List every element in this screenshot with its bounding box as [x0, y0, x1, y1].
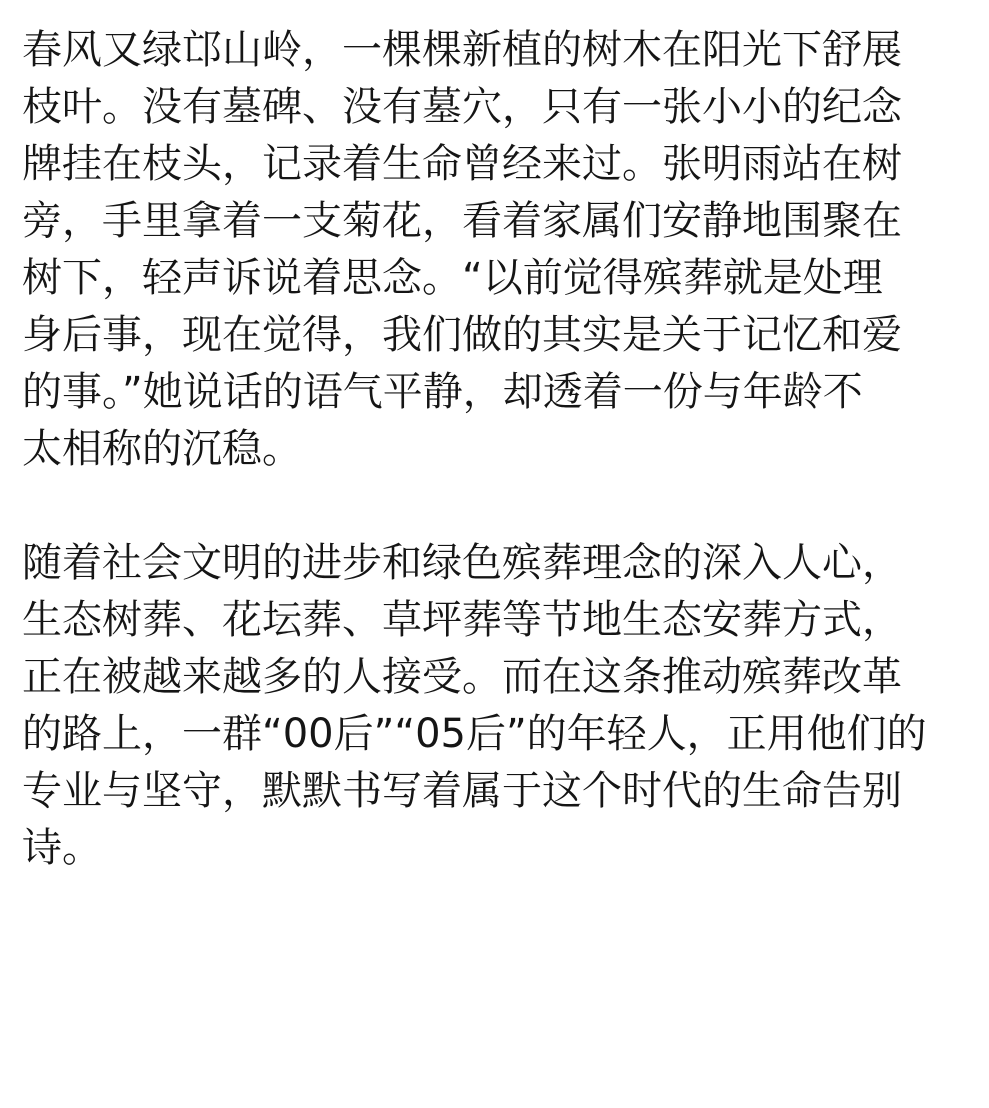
text-line: 身后事，现在觉得，我们做的其实是关于记忆和爱: [22, 312, 902, 358]
text-line: 枝叶。没有墓碑、没有墓穴，只有一张小小的纪念: [22, 84, 902, 130]
text-line: 诗。: [22, 825, 102, 871]
text-line: 正在被越来越多的人接受。而在这条推动殡葬改革: [22, 654, 902, 700]
text-line: 的路上，一群“00后”“05后”的年轻人，正用他们的: [22, 711, 927, 757]
paragraph-gap: [22, 478, 970, 535]
text-line: 春风又绿邙山岭，一棵棵新植的树木在阳光下舒展: [22, 27, 902, 73]
text-line: 的事。”她说话的语气平静，却透着一份与年龄不: [22, 369, 863, 415]
text-line: 牌挂在枝头，记录着生命曾经来过。张明雨站在树: [22, 141, 902, 187]
text-line: 树下，轻声诉说着思念。“以前觉得殡葬就是处理: [22, 255, 883, 301]
text-line: 专业与坚守，默默书写着属于这个时代的生命告别: [22, 768, 902, 814]
text-line: 太相称的沉稳。: [22, 426, 302, 472]
text-line: 随着社会文明的进步和绿色殡葬理念的深入人心，: [22, 540, 902, 586]
text-line: 生态树葬、花坛葬、草坪葬等节地生态安葬方式，: [22, 597, 902, 643]
article-body: [22, 22, 970, 877]
paragraph-2: [22, 535, 970, 877]
paragraph-1: [22, 22, 970, 478]
text-line: 旁，手里拿着一支菊花，看着家属们安静地围聚在: [22, 198, 902, 244]
